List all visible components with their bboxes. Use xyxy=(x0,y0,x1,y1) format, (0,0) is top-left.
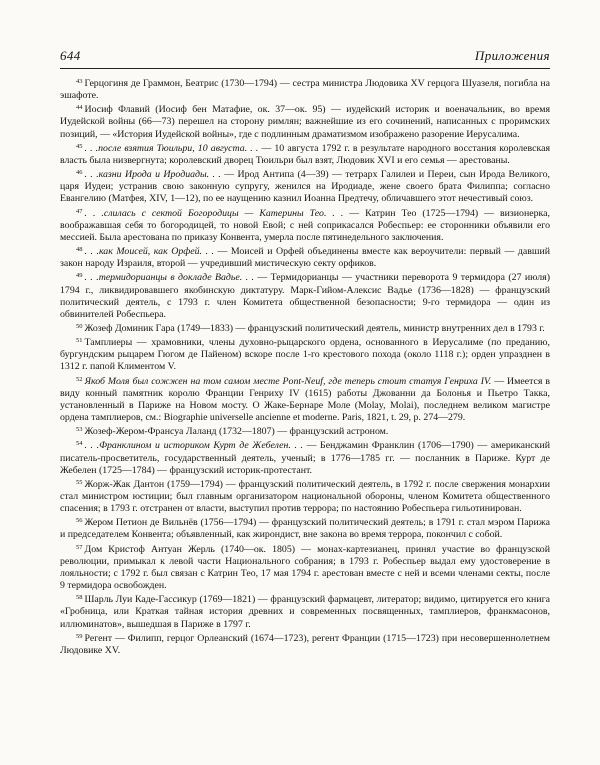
note-text: Жорж-Жак Дантон (1759—1794) — французский политический деятель, в 1792 г. после свержения монархии стал министром юстиции; был главным организатором национальной обороны, членом Комитета общественного спасения; в 1793 г. отстранен от власти, выступил против террора; по настоянию Робеспьера гильотинирован. xyxy=(60,478,550,515)
header-rule xyxy=(60,68,550,69)
endnote xyxy=(60,477,550,515)
note-lead: . . .как Моисей, как Орфей. . . xyxy=(84,246,214,258)
endnotes xyxy=(60,76,550,657)
note-text: — 10 августа 1792 г. в результате народного восстания королевская власть была низвергнута; королевский дворец Тюильри был взят, Людовик XVI и его семья — арестованы. xyxy=(60,142,550,166)
note-number: 46 xyxy=(76,169,83,177)
endnote xyxy=(60,515,550,541)
endnote xyxy=(60,374,550,425)
endnote xyxy=(60,335,550,373)
note-lead: . . .Франклином и историком Курт де Жебелен. . . xyxy=(84,440,304,452)
note-number: 50 xyxy=(76,322,83,330)
note-text: Тамплиеры — храмовники, члены духовно-рыцарского ордена, основанного в Иерусалиме (по преданию, бургундским рыцарем Гюгом де Пайеном) вскоре после 1-го крестового похода (около 1118 г.); орден упразднен в 1312 г. папой Климентом V. xyxy=(60,337,550,373)
endnote xyxy=(60,631,550,657)
note-text: Герцогиня де Граммон, Беатрис (1730—1794) — сестра министра Людовика XV герцога Шуазеля, погибла на эшафоте. xyxy=(60,78,550,102)
note-number: 58 xyxy=(76,594,83,602)
note-number: 48 xyxy=(76,246,83,254)
note-text: — Моисей и Орфей объединены вместе как вероучители: первый — давший закон народу Израиля, второй — учредивший мистическую секту орфиков. xyxy=(60,246,550,270)
endnote xyxy=(60,167,550,205)
note-text: — Катрин Тео (1725—1794) — визионерка, воображавшая себя то богородицей, то новой Евой; с ней соприкасался Робеспьер: ее сторонники объявили его мессией. Была арестована по приказу Конвента, умерла после пятинедельного заключения. xyxy=(60,207,550,243)
endnote xyxy=(60,206,550,244)
endnote xyxy=(60,542,550,593)
note-number: 55 xyxy=(76,478,83,486)
note-lead: . . .слилась с сектой Богородицы — Катерины Тео. . . xyxy=(84,207,344,219)
note-text: — Термидорианцы — участники переворота 9 термидора (27 июля) 1794 г., ликвидировавшего якобинскую диктатуру. Марк-Гийом-Алексис Вадье (1736—1828) — французский политический деятель, с 1793 г. член Комитета общественной безопасности; 9-го термидора — один из обвинителей Робеспьера. xyxy=(60,272,550,320)
endnote xyxy=(60,76,550,102)
endnote xyxy=(60,270,550,321)
note-text: Регент — Филипп, герцог Орлеанский (1674—1723), регент Франции (1715—1723) при несовершеннолетнем Людовике XV. xyxy=(60,632,550,656)
note-number: 57 xyxy=(76,543,83,551)
note-lead: . . .казни Ирода и Иродиады. . . xyxy=(84,169,221,181)
note-lead: . . .термидорианцы в докладе Вадье. . . xyxy=(84,272,254,284)
note-number: 49 xyxy=(76,272,83,280)
endnote xyxy=(60,592,550,630)
note-number: 45 xyxy=(76,142,83,150)
note-text: Жозеф-Жером-Франсуа Лаланд (1732—1807) — французский астроном. xyxy=(84,426,389,438)
running-title: Приложения xyxy=(474,48,550,63)
endnote xyxy=(60,424,550,438)
endnote xyxy=(60,321,550,335)
note-text: Дом Кристоф Антуан Жерль (1740—ок. 1805) — монах-картезианец, принял участие во французской революции, примыкал к левой части Национального собрания; в 1793 г. Робеспьер выдал ему удостоверение в лояльности; с 1792 г. был связан с Катрин Тео, 17 мая 1794 г. арестован вместе с ней и всеми членами секты, после 9 термидора освобожден. xyxy=(60,543,550,592)
note-text: Иосиф Флавий (Иосиф бен Матафие, ок. 37—ок. 95) — иудейский историк и военачальник, во время Иудейской войны (66—73) перешел на сторону римлян; важнейшие из его сочинений, написанных с проримских позиций, — «История Иудейской войны», где с подлинным драматизмом изображено разорение Иерусалима. xyxy=(60,104,550,140)
endnote xyxy=(60,438,550,476)
endnote xyxy=(60,102,550,140)
note-text: Жозеф Доминик Гара (1749—1833) — французский политический деятель, министр внутренних дел в 1793 г. xyxy=(84,322,545,334)
note-text: — Ирод Антипа (4—39) — тетрарх Галилеи и Переи, сын Ирода Великого, царя Иудеи; устранив свою законную супругу, женился на Иродиаде, жене своего брата Филиппа; согласно Евангелию (Матфея, XIV, 1—12), по ее наущению казнил Иоанна Предтечу, обличавшего этот нечестивый союз. xyxy=(60,169,551,205)
note-number: 44 xyxy=(76,104,83,112)
note-text: Шарль Луи Каде-Гассикур (1769—1821) — французский фармацевт, литератор; видимо, цитируется его книга «Гробница, или Краткая тайная история древних и современных посвященных, тамплиеров, франкмасонов, иллюминатов», вышедшая в Париже в 1797 г. xyxy=(60,594,550,630)
note-number: 51 xyxy=(76,337,83,345)
note-text: Жером Петион де Вильнёв (1756—1794) — французский политический деятель; в 1791 г. стал мэром Парижа и председателем Конвента; объявленный, как жирондист, вне закона во время террора, покончил с собой. xyxy=(60,517,550,541)
note-text: — Бенджамин Франклин (1706—1790) — американский писатель-просветитель, государственный деятель, ученый; в 1776—1785 гг. — посланник в Париже. Курт де Жебелен (1725—1784) — французский историк-протестант. xyxy=(60,440,550,476)
note-lead: . . .после взятия Тюильри, 10 августа. . . xyxy=(84,142,259,154)
note-text: — Имеется в виду конный памятник королю Франции Генриху IV (1615) работы Джованни да Болонья и Пьетро Такка, установленный в Париже на Новом мосту. О Жаке-Бернаре Моле (Molay, Molai), последнем великом магистре ордена тамплиеров, см.: Biographie universelle ancienne et moderne. Paris, 1821, t. 29, p. 274—279. xyxy=(60,375,550,424)
note-number: 52 xyxy=(76,375,83,383)
note-lead: Якоб Моля был сожжен на том самом месте Pont-Neuf, где теперь стоит статуя Генриха IV. xyxy=(84,375,492,387)
page-number: 644 xyxy=(60,48,81,63)
note-number: 47 xyxy=(76,207,83,215)
endnote xyxy=(60,141,550,167)
note-number: 43 xyxy=(76,78,83,85)
note-number: 56 xyxy=(76,517,83,525)
note-number: 54 xyxy=(76,440,83,448)
page-header xyxy=(60,46,550,64)
note-number: 59 xyxy=(76,632,83,640)
note-number: 53 xyxy=(76,426,83,434)
endnote xyxy=(60,244,550,270)
